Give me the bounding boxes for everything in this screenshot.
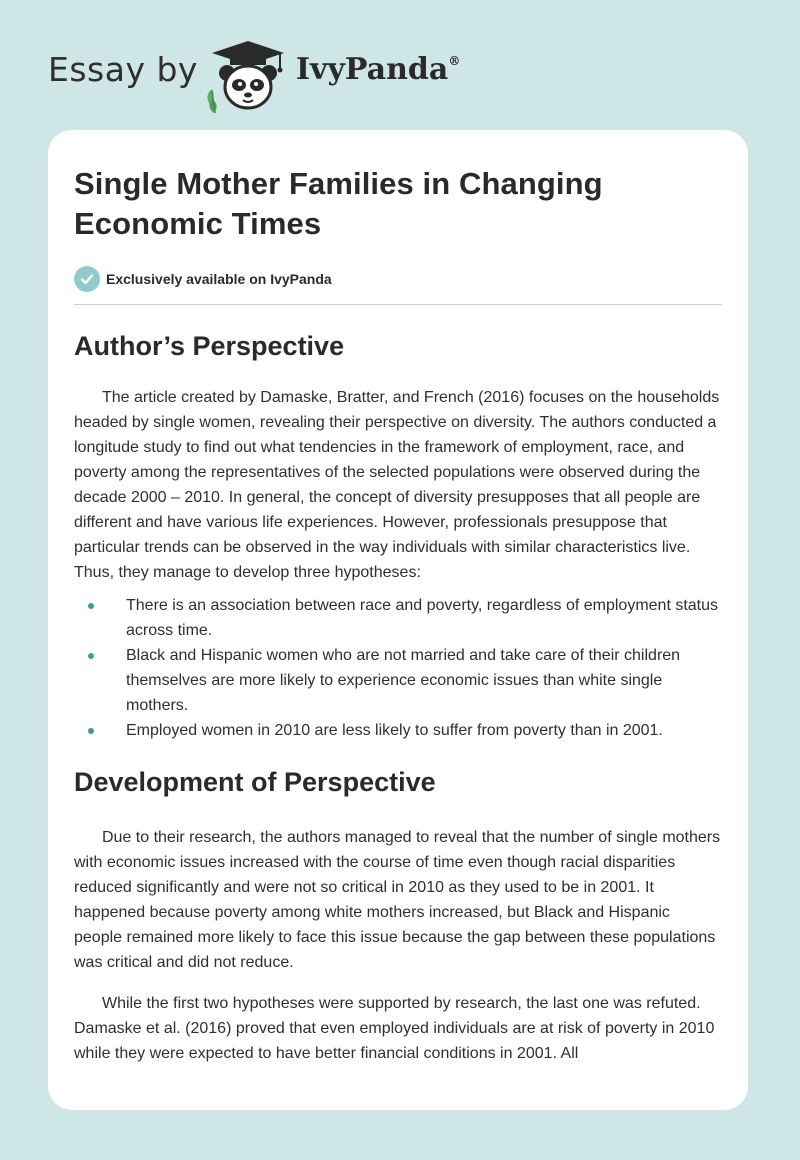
bullet-dot-icon [88,653,94,659]
site-header [48,30,748,110]
list-item: Employed women in 2010 are less likely to suffer from poverty than in 2001. [74,718,722,743]
essay-content [74,164,722,1066]
essay-by-label: Essay by [48,50,198,89]
panda-logo-icon[interactable] [200,35,290,115]
bullet-dot-icon [88,603,94,609]
exclusive-badge-label: Exclusively available on IvyPanda [106,271,332,287]
title-divider [74,304,722,305]
list-item: Black and Hispanic women who are not married and take care of their children themselves are more likely to experience economic issues than white single mothers. [74,643,722,718]
essay-card [48,130,748,1110]
section-paragraph: Due to their research, the authors managed to reveal that the number of single mothers with economic issues increased with the course of time even though racial disparities reduced significantly and were not so critical in 2010 as they used to be in 2001. It happened because poverty among white mothers increased, but Black and Hispanic people remained more likely to face this issue because the gap between these populations was critical and did not reduce. [74,829,721,971]
brand-name[interactable]: IvyPanda® [296,52,461,87]
registered-mark: ® [448,54,461,68]
section-heading-development-of-perspective: Development of Perspective [74,767,436,797]
essay-title: Single Mother Families in Changing Economic Times [74,166,603,241]
section-paragraph: While the first two hypotheses were supported by research, the last one was refuted. Damaske et al. (2016) proved that even employed individuals are at risk of poverty in 2010 while they were expected to have better financial conditions in 2001. All [74,995,715,1062]
bullet-dot-icon [88,728,94,734]
section-paragraph: The article created by Damaske, Bratter, and French (2016) focuses on the households headed by single women, revealing their perspective on diversity. The authors conducted a longitude study to find out what tendencies in the framework of employment, race, and poverty among the representatives of the selected populations were observed during the decade 2000 – 2010. In general, the concept of diversity presupposes that all people are different and have various life experiences. However, professionals presuppose that particular trends can be observed in the way individuals with similar characteristics live. Thus, they manage to develop three hypotheses: [74,389,720,581]
check-icon [74,266,100,292]
section-heading-authors-perspective: Author’s Perspective [74,331,345,361]
hypotheses-list [74,593,722,743]
list-item: There is an association between race and poverty, regardless of employment status across time. [74,593,722,643]
exclusive-badge [74,266,722,292]
